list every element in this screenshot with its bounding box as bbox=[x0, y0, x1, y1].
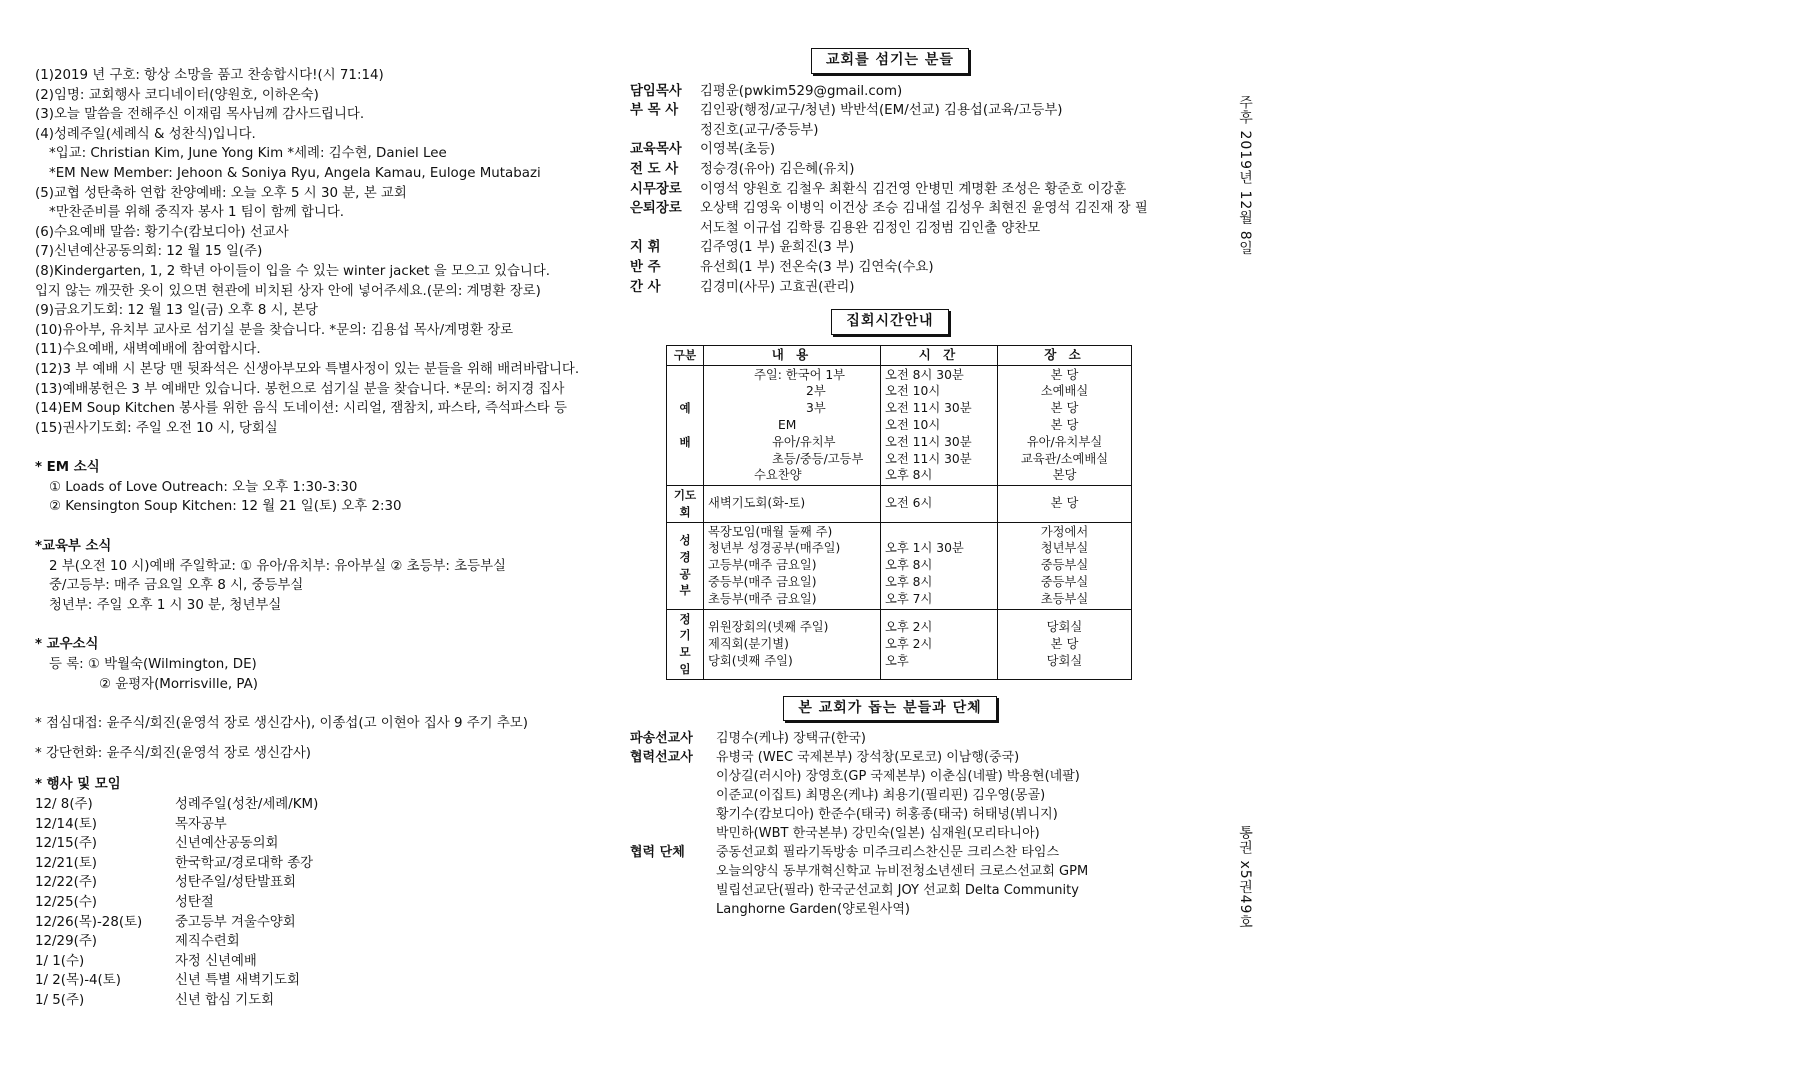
schedule-content: 3부 bbox=[806, 401, 826, 416]
event-date: 12/22(주) bbox=[35, 875, 97, 891]
education-news-item: 청년부: 주일 오후 1 시 30 분, 청년부실 bbox=[49, 597, 282, 613]
mission-names: 이상길(러시아) 장영호(GP 국제본부) 이춘심(네팔) 박용현(네팔) bbox=[716, 769, 1080, 785]
event-name: 성탄절 bbox=[175, 894, 214, 910]
mission-category: 파송선교사 bbox=[630, 731, 693, 747]
announcement-item: (15)권사기도회: 주일 오전 10 시, 당회실 bbox=[35, 420, 278, 436]
event-name: 신년예산공동의회 bbox=[175, 836, 279, 852]
announcement-item: (13)예배봉헌은 3 부 예배만 있습니다. 봉헌으로 섬기실 분을 찾습니다. *문의: 허지경 집사 bbox=[35, 381, 565, 397]
education-news-item: 2 부(오전 10 시)예배 주일학교: ① 유아/유치부: 유아부실 ② 초등부: 초등부실 bbox=[49, 558, 506, 574]
event-date: 1/ 1(수) bbox=[35, 953, 85, 969]
schedule-time: 오전 11시 30분 bbox=[885, 434, 972, 449]
mission-category: 협력선교사 bbox=[630, 750, 693, 766]
mission-names: 중동선교회 필라기독방송 미주크리스찬신문 크리스찬 타임스 bbox=[716, 845, 1060, 861]
schedule-content: EM bbox=[778, 417, 797, 432]
announcements-column bbox=[35, 66, 595, 1011]
announcement-item: (4)성례주일(세례식 & 성찬식)입니다. bbox=[35, 126, 256, 142]
em-news-item: ① Loads of Love Outreach: 오늘 오후 1:30-3:30 bbox=[49, 479, 358, 495]
staff-role: 담임목사 bbox=[630, 83, 682, 99]
event-row bbox=[35, 873, 595, 893]
staff-row bbox=[630, 101, 1150, 121]
event-row bbox=[35, 795, 595, 815]
schedule-content: 유아/유치부 bbox=[772, 434, 836, 449]
schedule-time: 오후 8시 bbox=[885, 468, 933, 483]
event-name: 중고등부 겨울수양회 bbox=[175, 914, 296, 930]
schedule-place: 초등부실 bbox=[1040, 591, 1089, 606]
education-news-item: 중/고등부: 매주 금요일 오후 8 시, 중등부실 bbox=[49, 578, 304, 594]
schedule-time: 오전 6시 bbox=[885, 496, 933, 511]
schedule-time bbox=[885, 524, 993, 541]
mission-row bbox=[630, 862, 1150, 881]
staff-row bbox=[630, 140, 1150, 160]
staff-row bbox=[630, 258, 1150, 278]
schedule-time: 오후 1시 30분 bbox=[885, 541, 964, 556]
schedule-time: 오전 8시 30분 bbox=[885, 367, 964, 382]
schedule-place: 소예배실 bbox=[1040, 384, 1089, 399]
mission-names: 김명수(케냐) 장택규(한국) bbox=[716, 731, 866, 747]
schedule-content: 초등/중등/고등부 bbox=[772, 451, 864, 466]
mission-names: 빌립선교단(필라) 한국군선교회 JOY 선교회 Delta Community bbox=[716, 883, 1079, 899]
announcement-item: (9)금요기도회: 12 월 13 일(금) 오후 8 시, 본당 bbox=[35, 303, 318, 319]
lunch-notice: * 점심대접: 윤주식/회진(윤영석 장로 생신감사), 이종섭(고 이현아 집사 9 주기 추모) bbox=[35, 716, 528, 732]
schedule-place: 청년부실 bbox=[1040, 541, 1089, 556]
staff-row bbox=[630, 82, 1150, 102]
mission-row bbox=[630, 843, 1150, 862]
bulletin-date: 주후 2019년 12월 8일 bbox=[1237, 95, 1253, 256]
event-date: 12/ 8(주) bbox=[35, 797, 93, 812]
event-name: 제직수련회 bbox=[175, 934, 240, 950]
mission-row bbox=[630, 786, 1150, 805]
staff-names: 김주영(1 부) 윤희진(3 부) bbox=[700, 240, 855, 256]
announcement-item: (11)수요예배, 새벽예배에 참여합시다. bbox=[35, 342, 261, 358]
schedule-content: 위원장회의(넷째 주일) bbox=[708, 620, 829, 635]
mission-category bbox=[630, 786, 716, 805]
announcement-item: *EM New Member: Jehoon & Soniya Ryu, Angela Kamau, Euloge Mutabazi bbox=[49, 165, 541, 181]
schedule-category-label: 성 경 공 부 bbox=[679, 533, 691, 598]
staff-row bbox=[630, 219, 1150, 239]
schedule-content: 고등부(매주 금요일) bbox=[708, 558, 817, 573]
staff-names: 정승경(유아) 김은혜(유치) bbox=[700, 161, 855, 177]
schedule-row bbox=[667, 522, 1132, 609]
schedule-header: 내 용 bbox=[704, 345, 881, 365]
schedule-content: 청년부 성경공부(매주일) bbox=[708, 541, 841, 556]
event-date: 12/15(주) bbox=[35, 836, 97, 852]
announcement-list bbox=[35, 66, 595, 438]
event-name: 자정 신년예배 bbox=[175, 953, 257, 969]
schedule-content: 수요찬양 bbox=[754, 468, 802, 483]
schedule-content-cell bbox=[704, 365, 881, 486]
announcement-item: (6)수요예배 말씀: 황기수(캄보디아) 선교사 bbox=[35, 224, 289, 240]
mission-category bbox=[630, 900, 716, 919]
em-news-item: ② Kensington Soup Kitchen: 12 월 21 일(토) 오후 2:30 bbox=[49, 499, 402, 515]
schedule-place: 본 당 bbox=[1050, 636, 1079, 651]
mission-row bbox=[630, 881, 1150, 900]
mission-row bbox=[630, 767, 1150, 786]
schedule-time: 오전 10시 bbox=[885, 384, 941, 399]
staff-row bbox=[630, 121, 1150, 141]
schedule-time: 오후 8시 bbox=[885, 575, 933, 590]
schedule-header: 장 소 bbox=[998, 345, 1132, 365]
schedule-row bbox=[667, 486, 1132, 523]
schedule-time: 오전 11시 30분 bbox=[885, 401, 972, 416]
schedule-time-cell bbox=[881, 486, 998, 523]
staff-names: 오상택 김영욱 이병익 이건상 조승 김내설 김성우 최현진 윤영석 김진재 장 필 bbox=[700, 201, 1148, 217]
schedule-time: 오전 10시 bbox=[885, 417, 941, 432]
schedule-content: 2부 bbox=[806, 384, 826, 399]
missions-list bbox=[630, 729, 1150, 919]
schedule-place-cell bbox=[998, 609, 1132, 679]
schedule-time: 오전 11시 30분 bbox=[885, 451, 972, 466]
event-name: 성탄주일/성탄발표회 bbox=[175, 875, 296, 891]
schedule-content-cell bbox=[704, 609, 881, 679]
schedule-category-label: 정 기 모 임 bbox=[679, 611, 691, 677]
event-row bbox=[35, 893, 595, 913]
schedule-place: 당회실 bbox=[1046, 653, 1083, 668]
announcement-item: (14)EM Soup Kitchen 봉사를 위한 음식 도네이션: 시리얼, 잼참치, 파스타, 즉석파스타 등 bbox=[35, 401, 567, 417]
staff-names: 김인광(행정/교구/청년) 박반석(EM/선교) 김용섭(교육/고등부) bbox=[700, 103, 1063, 119]
mission-names: 박민하(WBT 한국본부) 강민숙(일본) 심재원(모리타니아) bbox=[716, 826, 1040, 842]
announcement-item: 입지 않는 깨끗한 옷이 있으면 현관에 비치된 상자 안에 넣어주세요.(문의: 계명환 장로) bbox=[35, 283, 541, 299]
schedule-category bbox=[667, 486, 704, 523]
event-date: 1/ 2(목)-4(토) bbox=[35, 973, 121, 989]
staff-row bbox=[630, 238, 1150, 258]
mission-row bbox=[630, 748, 1150, 767]
schedule-content: 제직회(분기별) bbox=[708, 636, 789, 651]
mission-names: 오늘의양식 동부개혁신학교 뉴비전청소년센터 크로스선교회 GPM bbox=[716, 864, 1089, 880]
staff-names: 서도철 이규섭 김학룡 김용완 김정인 김정범 김인출 양찬모 bbox=[700, 220, 1041, 236]
event-date: 12/25(수) bbox=[35, 894, 97, 910]
event-row bbox=[35, 913, 595, 933]
schedule-place: 당회실 bbox=[1046, 620, 1083, 635]
mission-names: 황기수(캄보디아) 한준수(태국) 허홍종(태국) 허태녕(뷔니지) bbox=[716, 807, 1058, 823]
event-date: 12/26(목)-28(토) bbox=[35, 914, 143, 930]
schedule-place-cell bbox=[998, 522, 1132, 609]
staff-names: 김경미(사무) 고효권(관리) bbox=[700, 279, 855, 295]
announcement-item: (7)신년예산공동의회: 12 월 15 일(주) bbox=[35, 244, 263, 260]
mission-row bbox=[630, 805, 1150, 824]
bulletin-issue: 통권 x5권49호 bbox=[1237, 825, 1253, 930]
schedule-place-cell bbox=[998, 365, 1132, 486]
schedule-place: 교육관/소예배실 bbox=[1020, 451, 1109, 466]
mission-category bbox=[630, 767, 716, 786]
staff-names: 김평운(pwkim529@gmail.com) bbox=[700, 83, 903, 99]
member-news-item: 등 록: ① 박월숙(Wilmington, DE) bbox=[49, 657, 257, 673]
schedule-category-label: 예 배 bbox=[679, 401, 691, 449]
mission-category: 협력 단체 bbox=[630, 845, 685, 861]
announcement-item: (10)유아부, 유치부 교사로 섬기실 분을 찾습니다. *문의: 김용섭 목사/계명환 장로 bbox=[35, 322, 514, 338]
schedule-row bbox=[667, 609, 1132, 679]
mission-row bbox=[630, 900, 1150, 919]
schedule-content: 주일: 한국어 1부 bbox=[754, 367, 846, 382]
staff-row bbox=[630, 199, 1150, 219]
missions-title: 본 교회가 돕는 분들과 단체 bbox=[783, 696, 996, 722]
announcement-item: *만찬준비를 위해 중직자 봉사 1 팀이 함께 합니다. bbox=[49, 205, 345, 221]
announcement-item: (2)임명: 교회행사 코디네이터(양원호, 이하온숙) bbox=[35, 87, 319, 103]
mission-category bbox=[630, 824, 716, 843]
staff-role: 전 도 사 bbox=[630, 161, 679, 177]
schedule-category bbox=[667, 609, 704, 679]
mission-row bbox=[630, 824, 1150, 843]
events-title: * 행사 및 모임 bbox=[35, 777, 121, 793]
event-name: 한국학교/경로대학 종강 bbox=[175, 855, 314, 871]
mission-category bbox=[630, 862, 716, 881]
schedule-place: 중등부실 bbox=[1040, 575, 1089, 590]
schedule-category bbox=[667, 522, 704, 609]
schedule-place: 중등부실 bbox=[1040, 558, 1089, 573]
event-row bbox=[35, 952, 595, 972]
staff-title: 교회를 섬기는 분들 bbox=[811, 48, 969, 74]
schedule-place: 가정에서 bbox=[1040, 524, 1089, 539]
staff-role: 은퇴장로 bbox=[630, 201, 682, 217]
event-date: 1/ 5(주) bbox=[35, 992, 85, 1008]
schedule-content: 중등부(매주 금요일) bbox=[708, 575, 817, 590]
staff-role: 간 사 bbox=[630, 279, 661, 295]
schedule-time: 오후 8시 bbox=[885, 558, 933, 573]
event-name: 신년 합심 기도회 bbox=[175, 992, 275, 1008]
announcement-item: (8)Kindergarten, 1, 2 학년 아이들이 입을 수 있는 winter jacket 을 모으고 있습니다. bbox=[35, 263, 551, 279]
schedule-header: 구분 bbox=[667, 345, 704, 365]
mission-names: 이준교(이집트) 최명온(케냐) 최용기(필리핀) 김우영(몽골) bbox=[716, 788, 1046, 804]
schedule-title: 집회시간안내 bbox=[831, 309, 948, 335]
schedule-place: 본 당 bbox=[1050, 496, 1079, 511]
staff-role: 반 주 bbox=[630, 259, 661, 275]
staff-list bbox=[630, 82, 1150, 298]
announcement-item: *입교: Christian Kim, June Yong Kim *세례: 김수현, Daniel Lee bbox=[49, 146, 447, 162]
schedule-content-cell bbox=[704, 486, 881, 523]
announcement-item: (5)교협 성탄축하 연합 찬양예배: 오늘 오후 5 시 30 분, 본 교회 bbox=[35, 185, 407, 201]
event-row bbox=[35, 815, 595, 835]
event-date: 12/14(토) bbox=[35, 816, 97, 832]
schedule-place: 유아/유치부실 bbox=[1026, 434, 1103, 449]
mission-names: Langhorne Garden(양로원사역) bbox=[716, 902, 910, 918]
staff-role: 지 휘 bbox=[630, 240, 661, 256]
schedule-header-row bbox=[667, 345, 1132, 365]
event-row bbox=[35, 971, 595, 991]
event-name: 신년 특별 새벽기도회 bbox=[175, 973, 300, 989]
em-news-title: * EM 소식 bbox=[35, 460, 100, 476]
member-news-item: ② 윤평자(Morrisville, PA) bbox=[99, 676, 258, 692]
member-news-title: * 교우소식 bbox=[35, 637, 99, 653]
schedule-content: 새벽기도회(화-토) bbox=[708, 496, 806, 511]
event-row bbox=[35, 991, 595, 1011]
schedule-content: 초등부(매주 금요일) bbox=[708, 591, 817, 606]
announcement-item: (12)3 부 예배 시 본당 맨 뒷좌석은 신생아부모와 특별사정이 있는 분들을 위해 배려바랍니다. bbox=[35, 361, 580, 377]
schedule-time-cell bbox=[881, 522, 998, 609]
event-date: 12/29(주) bbox=[35, 934, 97, 950]
schedule-time: 오후 bbox=[885, 653, 909, 668]
schedule-header: 시 간 bbox=[881, 345, 998, 365]
staff-row bbox=[630, 278, 1150, 298]
staff-names: 이영복(초등) bbox=[700, 142, 776, 158]
schedule-time: 오후 2시 bbox=[885, 620, 933, 635]
event-row bbox=[35, 854, 595, 874]
staff-role: 교육목사 bbox=[630, 142, 682, 158]
staff-role: 부 목 사 bbox=[630, 103, 679, 119]
schedule-place-cell bbox=[998, 486, 1132, 523]
event-date: 12/21(토) bbox=[35, 855, 97, 871]
event-row bbox=[35, 834, 595, 854]
mission-category bbox=[630, 805, 716, 824]
schedule-place: 본 당 bbox=[1050, 367, 1079, 382]
mission-row bbox=[630, 729, 1150, 748]
schedule-content: 당회(넷째 주일) bbox=[708, 653, 793, 668]
staff-names: 정진호(교구/중등부) bbox=[700, 122, 819, 138]
schedule-time-cell bbox=[881, 365, 998, 486]
schedule-time: 오후 7시 bbox=[885, 591, 933, 606]
schedule-content-cell bbox=[704, 522, 881, 609]
staff-names: 이영석 양원호 김철우 최환식 김건영 안병민 계명환 조성은 황준호 이강훈 bbox=[700, 181, 1127, 197]
schedule-time: 오후 2시 bbox=[885, 636, 933, 651]
announcement-item: (1)2019 년 구호: 항상 소망을 품고 찬송합시다!(시 71:14) bbox=[35, 68, 384, 83]
schedule-category bbox=[667, 365, 704, 486]
schedule-table bbox=[666, 345, 1132, 680]
staff-row bbox=[630, 160, 1150, 180]
schedule-place: 본당 bbox=[1052, 468, 1077, 483]
schedule-time-cell bbox=[881, 609, 998, 679]
event-row bbox=[35, 932, 595, 952]
schedule-row bbox=[667, 365, 1132, 486]
announcement-item: (3)오늘 말씀을 전해주신 이재림 목사님께 감사드립니다. bbox=[35, 107, 365, 123]
staff-names: 유선희(1 부) 전온숙(3 부) 김연숙(수요) bbox=[700, 259, 934, 275]
schedule-content: 목장모임(매월 둘째 주) bbox=[708, 524, 833, 539]
events-list bbox=[35, 795, 595, 1011]
schedule-place: 본 당 bbox=[1050, 417, 1079, 432]
altar-notice: * 강단헌화: 윤주식/회진(윤영석 장로 생신감사) bbox=[35, 745, 312, 761]
education-news-title: *교육부 소식 bbox=[35, 539, 112, 555]
mission-names: 유병국 (WEC 국제본부) 장석창(모로코) 이남행(중국) bbox=[716, 750, 1020, 766]
mission-category bbox=[630, 881, 716, 900]
event-name: 목자공부 bbox=[175, 816, 227, 832]
staff-row bbox=[630, 180, 1150, 200]
event-name: 성례주일(성찬/세례/KM) bbox=[175, 797, 319, 812]
schedule-category-label: 기도회 bbox=[673, 488, 697, 519]
church-info-column bbox=[630, 48, 1150, 919]
staff-role: 시무장로 bbox=[630, 181, 682, 197]
schedule-place: 본 당 bbox=[1050, 401, 1079, 416]
